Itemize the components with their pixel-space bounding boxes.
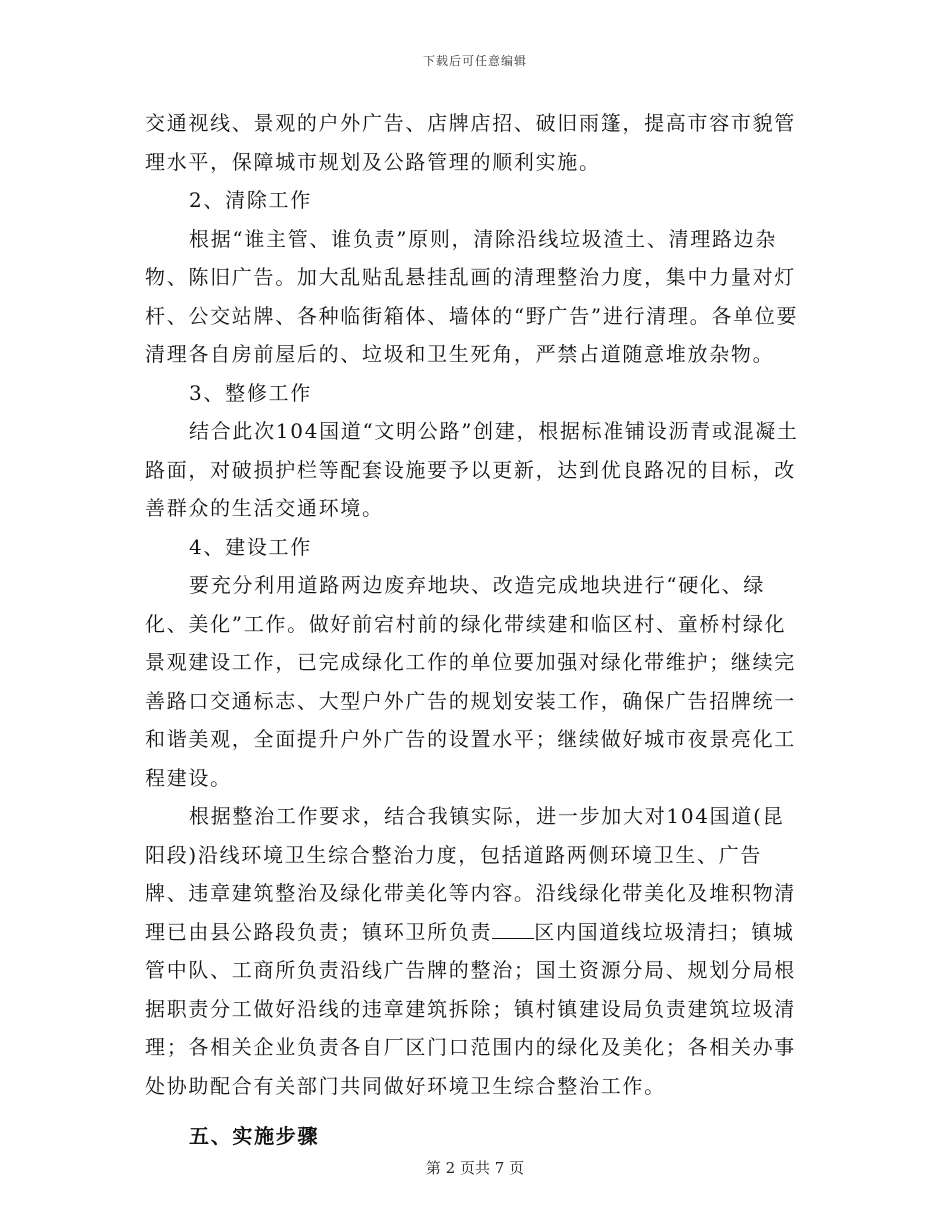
blank-underline <box>492 916 534 939</box>
subheading-clearing-work: 2、清除工作 <box>189 188 312 212</box>
paragraph-responsibilities <box>145 797 805 1105</box>
section-title-implementation-steps: 五、实施步骤 <box>189 1124 320 1148</box>
paragraph-responsibilities-part2: 区内国道线垃圾清扫；镇城管中队、工商所负责沿线广告牌的整治；国土资源分局、规划分局根据职责分工做好沿线的违章建筑拆除；镇村镇建设局负责建筑垃圾清理；各相关企业负责各自厂区门口范围内的绿化及美化；各相关办事处协助配合有关部门共同做好环境卫生综合整治工作。 <box>145 919 796 1098</box>
page-header: 下载后可任意编辑 <box>422 54 527 68</box>
subheading-repair-work: 3、整修工作 <box>189 380 312 405</box>
subheading-construction-work: 4、建设工作 <box>189 534 312 559</box>
paragraph-clearing-work: 根据“谁主管、谁负责”原则，清除沿线垃圾渣土、清理路边杂物、陈旧广告。加大乱贴乱悬挂乱画的清理整治力度，集中力量对灯杆、公交站牌、各种临街箱体、墙体的“野广告”进行清理。各单位要清理各自房前屋后的、垃圾和卫生死角，严禁占道随意堆放杂物。 <box>145 226 799 366</box>
document-body <box>145 104 805 1156</box>
paragraph-continuation: 交通视线、景观的户外广告、店牌店招、破旧雨篷，提高市容市貌管理水平，保障城市规划及公路管理的顺利实施。 <box>145 111 796 174</box>
page-footer: 第 2 页共 7 页 <box>425 1159 525 1177</box>
paragraph-construction-work: 要充分利用道路两边废弃地块、改造完成地块进行“硬化、绿化、美化”工作。做好前宕村前的绿化带续建和临区村、童桥村绿化景观建设工作，已完成绿化工作的单位要加强对绿化带维护；继续完善路口交通标志、大型户外广告的规划安装工作，确保广告招牌统一和谐美观，全面提升户外广告的设置水平；继续做好城市夜景亮化工程建设。 <box>145 573 796 790</box>
paragraph-repair-work: 结合此次104国道“文明公路”创建，根据标准铺设沥青或混凝土路面，对破损护栏等配套设施要予以更新，达到优良路况的目标，改善群众的生活交通环境。 <box>145 419 799 520</box>
paragraph-responsibilities-part1: 根据整治工作要求，结合我镇实际，进一步加大对104国道(昆阳段)沿线环境卫生综合整治力度，包括道路两侧环境卫生、广告牌、违章建筑整治及绿化带美化等内容。沿线绿化带美化及堆积物清理已由县公路段负责；镇环卫所负责 <box>145 804 796 944</box>
